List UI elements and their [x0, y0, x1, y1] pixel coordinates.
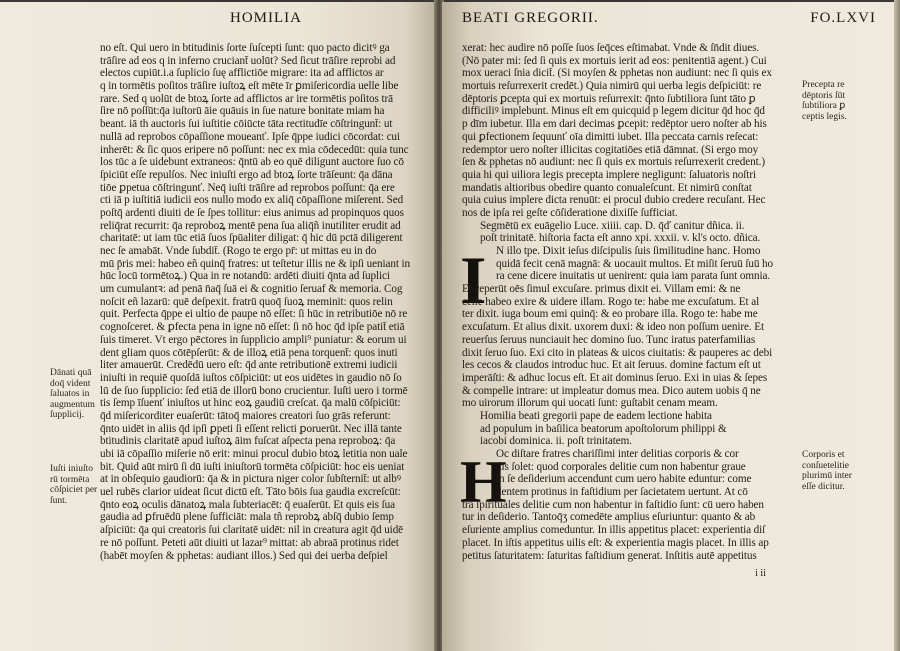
text-line: Oc diſtare fratres chariſſimi inter delitias corporis & cor: [496, 448, 739, 460]
text-line: trāſire ad eos q in inferno cruciant̄ uolūt? Sed ſicut trāſire reprobi ad: [100, 54, 396, 67]
margin-note-line: ſubtiliora ꝑ: [802, 101, 846, 112]
text-line: tis ſemp īſuenť iniuſtos ut hinc eoꝝ gaudiū creſcat. q̄a malū cōſpiciūt:: [100, 397, 401, 410]
text-line: (habēt moyſen & pphetas: audiant illos.) Sed qui dei uerba deſpiel: [100, 549, 388, 562]
margin-note-line: ſunt.: [50, 495, 68, 506]
text-line: dēptoris ꝑcepta qui ex mortuis reſurrexit: q̄nto ſubtiliora ſunt tāto ꝑ: [462, 92, 756, 105]
text-line: tur in deſiderio. Tantoq̄ʒ comedēte amplius eſuriuntur: quanto & ab: [462, 511, 756, 524]
text-line: les cecos & claudos introduc huc. Et ait ſeruus. domine factum eſt ut: [462, 359, 761, 372]
text-line: at in obſequio gaudiorū: q̄a & in pictura niger color ſubſternit̄: ut albꝰ: [100, 473, 401, 486]
text-line: gaudia ad ꝑfruēdū plene ſufficiāt: mala tñ reprobꝝ abſq̄ dubio ſemp: [100, 511, 394, 524]
text-line: quia cuius implere dicta renuūt: ei procul dubio credere recuſant. Hec: [462, 194, 766, 207]
text-line: electos cupiūt.i.a ſuplicio ſuę afflictiōe migrare: ita ad afflictos ar: [100, 67, 384, 80]
margin-note-line: ſaluatos in: [50, 389, 90, 400]
text-line: q̄nto eoꝝ oculis dānatoꝝ mala ſubteriacēt: q̄ euaſerūt. Et quis eis ſua: [100, 498, 395, 511]
text-line: poſt trinitatē. hiſtoria facta eſt anno xpi. xxxii. v. kl's octo. dñica.: [480, 232, 761, 245]
text-line: cti iā p iuſtitiā iudicii eos nullo modo ex aliq̄ cōpaſſione miſerent. Sed: [100, 194, 404, 207]
text-line: mo uirorum illorum qui uocati ſunt: guſtabit cenam meam.: [462, 397, 718, 410]
text-line: q̄nto uidēt in aliis q̄d ipſi ꝑpeti ſi eſſent relicti ꝑoruerūt. Nec illā tante: [100, 422, 402, 435]
text-line: inherēt: & ſic quos eripere nō poſſunt: nec ex mia cōdecedūt: quia tunc: [100, 143, 409, 156]
text-line: difficiliꝰ implebunt. Minus eſt em quicquid p legem dicitur q̄d hoc q̄d: [462, 105, 765, 118]
text-line: noſcit eñ lazarū: quē deſpexit. fratrū quoq̄ ſuoꝝ meminit: quos relin: [100, 295, 393, 308]
right-page: [442, 2, 894, 651]
text-line: dixit ſeruo ſuo. Exi cito in plateas & uicos ciuitatis: & pauperes ac debi: [462, 346, 773, 359]
text-line: ubi iā cōpaſſio miſerie nō erit: minui procul dubio btoꝝ letitia non uale: [100, 448, 408, 460]
text-line: ter dixit. iuga boum emi quinq̄: & eo probare illa. Rogo te: habe me: [462, 308, 758, 321]
text-line: Segmētū ex euāgelio Luce. xiiii. cap. D. q̄ď canitur dñica. ii.: [480, 219, 745, 232]
text-line: reuerſus ſeruus nunciauit hec domino ſuo. Tunc iratus paterfamilias: [462, 333, 756, 346]
margin-note: [50, 368, 95, 421]
text-line: N illo tpe. Dixit ieſus diſcipulis ſuis ſimilitudine hanc. Homo: [496, 245, 761, 257]
text-line: mū p̄ris mei: habeo eñ quinq̄ fratres: ut teſtetur illis ne & ipſi ueniant in: [100, 257, 411, 270]
text-line: & compelle intrare: ut impleatur domus mea. Dico autem uobis q̄ ne: [462, 384, 761, 397]
text-line: mortuis reſurrexerit credēt.) Quia nimirū qui uerba legis deſpiciūt: re: [462, 80, 762, 93]
text-line: iniuſti in requiē quoſdā iuſtos cōſpiciūt: ut eos uidētes in gaudio nō ſo: [100, 371, 402, 384]
signature-mark: i ii: [755, 568, 766, 579]
margin-note-line: eſſe dicitur.: [802, 481, 845, 492]
text-line: um cumulantꝛ: ad penā n̄aq̄ ſuā ei & cognitio ſeruaf & memoria. Cog: [100, 283, 403, 296]
text-line: q in tormētis poſitos trāſire iuſtoꝝ eſt mēte īr ꝑmiſericordia uelle libe: [100, 80, 399, 93]
text-line: beant. iā th auctoris ſui iuſtitie cōiūcte tāta rectitudīe cōſtringunt̄: ut: [100, 118, 393, 131]
margin-note-line: dēptoris ſūt: [802, 90, 846, 101]
text-line: cognoſceret. & ꝑfecta pena in igne nō eſſet: ſi nō hoc q̄d ipſe patit̄ etiā: [100, 321, 405, 334]
margin-note-line: Corporis et: [802, 450, 845, 460]
text-line: p dīm iubetur. Illa em dari decimas ꝑcepit: redēptor uero noſter ab his: [462, 118, 767, 131]
left-page: [0, 2, 436, 651]
text-line: re nō poſſunt. Peteti aūt diuiti ut lazar⁹ mittat: ab abraā protinus ridet: [100, 536, 399, 549]
text-line: redemptor uero noſter illicitas cogitatiōes etiā dāmnat. (Si ergo moy: [462, 143, 759, 156]
text-line: tra ſpirituales delitie cum non habentur in faſtidio ſunt: cū uero haben: [462, 498, 764, 511]
margin-note-line: doq̄ vident: [50, 378, 91, 389]
text-line: liter amauerūt. Credēdū uero eſt: q̄d ante retributionē extremi iudicii: [100, 359, 398, 372]
margin-note: [802, 80, 847, 122]
running-head: BEATI GREGORII.: [462, 10, 599, 26]
text-line: no eſt. Qui uero in btitudinis ſorte ſuſcepti ſunt: quo pacto dicitꝰ ga: [100, 42, 390, 54]
margin-note-line: rū tormēta: [50, 474, 90, 485]
text-line: ſpiciūt eſſe repulſos. Nec iniuſti ergo ad btoꝝ ſorte trāſeunt: q̄a dāna: [100, 168, 393, 181]
text-line: ſen & pphetas nō audiunt: nec ſi quis ex mortuis reſurrexerit credent.): [462, 156, 765, 169]
text-line: excuſatum. Et alius dixit. uxorem duxi: & ideo non poſſum uenire. Et: [462, 321, 765, 334]
running-head: HOMILIA: [230, 10, 302, 26]
margin-note: [802, 450, 852, 492]
text-line: dent gliam quos cōtēpſerūt: & de illoꝝ etiā pena torquent̄: quos inuti: [100, 346, 398, 359]
margin-note-line: cōſpiciet per: [50, 485, 98, 496]
margin-note-line: Iuſti iniuſto: [50, 464, 94, 474]
text-line: ſuis timeret. Vt ergo pēctores in ſupplicio ampli⁹ puniatur: & eorum ui: [100, 333, 407, 346]
margin-note: [50, 464, 97, 506]
margin-note-line: Dānati quā: [50, 368, 92, 378]
text-line: placet. In iſtis appetitus uilis eſt: & experientia magis placet. In illis ap: [462, 536, 769, 549]
text-line: nullā ad reprobos cōpaſſione moueanť. Ipſe q̄ppe iudici cōcordat: cui: [100, 130, 400, 143]
margin-note-line: augmentum: [50, 399, 95, 410]
text-column: [462, 42, 814, 562]
text-line: q̄d miſericorditer euaſerūt: tātoq̄ maiores creatori ſuo grās referunt:: [100, 409, 391, 422]
text-line: ra cene dicere inuitatis ut uenirent: quia iam parata ſunt omnia.: [496, 270, 771, 283]
text-line: qui ꝑfectionem ſequunť oīa dimitti iubet. Illa peccata carnis reſecat:: [462, 130, 759, 143]
text-line: xerat: hec audire nō poſſe ſuos ſeq̄ces eſtimabat. Vnde & ſn̄dit diues.: [462, 42, 760, 54]
text-line: quia hi qui uiliora legis precepta implere negligunt: ſaluatoris noſtri: [462, 168, 756, 181]
text-line: reliq̄rat recurrit: q̄a reproboꝝ mentē pena ſua aliq̄ñ inutiliter erudit ad: [100, 219, 401, 232]
text-line: nos de ipſa rei geſte cōſideratione dixiſſe ſufficiat.: [462, 206, 678, 219]
margin-note-line: conſuetelitie: [802, 460, 849, 471]
folio-number: FO.LXVI: [810, 10, 876, 26]
text-line: mox ueraci ſnia dicit̄. (Si moyſen & pphetas non audiunt: nec ſi quis ex: [462, 67, 772, 80]
text-line: iacobi dominica. ii. poſt trinitatem.: [480, 435, 632, 448]
text-line: Et ceperūt oēs ſimul excuſare. primus dixit ei. Villam emi: & ne: [462, 283, 741, 296]
page-edges: [894, 0, 900, 651]
text-column: [100, 42, 430, 562]
text-line: ad populum in baſilica beatorum apoſtolorum philippi &: [480, 422, 727, 435]
text-line: tiōe ꝑpetua cōſtringunť. Neq̄ iuſti trāſire ad reprobos poſſunt: q̄a ere: [100, 181, 395, 194]
text-line: rare. Sed q uolūt de btoꝝ ſorte ad afflictos ar ire tormētis poſitos trā: [100, 92, 393, 105]
text-line: dis ſolet: quod corporales delitie cum non habentur graue: [496, 460, 746, 473]
text-line: eſuriente amplius comeduntur. In illis appetitus placet: experientia diſ: [462, 524, 766, 537]
text-line: dentem protinus in faſtidium per ſacietatem uertunt. At cō: [496, 486, 748, 499]
drop-cap-initial: H: [460, 449, 507, 515]
text-line: charitatē: ut iam tūc etiā ſuos ſpūaliter diligat: q̄ hic dū pctā diligerent: [100, 232, 403, 245]
text-line: quit. Perfecta q̄ppe ei ultio de paupe nō eſſet: ſi hūc in retributiōe nō re: [100, 308, 408, 321]
text-line: quidā fecit cenā magnā: & uocauit multos. Et miſit ſeruū ſuū ho: [496, 257, 774, 270]
text-line: hūc locū tormētoꝝ.) Qua in re notandū: ardēti diuiti q̄nta ad ſuplici: [100, 270, 390, 283]
text-line: imperāſti: & adhuc locus eſt. Et ait dominus ſeruo. Exi in uias & ſepes: [462, 371, 768, 384]
margin-note-line: ceptis legis.: [802, 111, 847, 122]
margin-note-line: ſupplicij.: [50, 410, 85, 421]
text-line: mandatis altioribus obedire quanto conualeſcunt. Et nimirū conſtat: [462, 181, 752, 194]
text-line: bit. Quid aūt mirū ſi dū iuſti iniuſtorū tormēta cōſpiciūt: hoc eis ueniat: [100, 460, 405, 473]
text-line: in ſe deſiderium accendunt cum uero habite eduntur: come: [496, 473, 752, 486]
text-line: los tūc a ſe uidebunt extraneos: q̄ntū ab eo quē diligunt auctore ſuo cō: [100, 156, 404, 169]
text-line: btitudinis claritatē apud iuſtoꝝ āim fuſcat aſpecta pena reproboꝝ: q̄a: [100, 435, 396, 448]
margin-note-line: Precepta re: [802, 80, 845, 90]
margin-note-line: plurimū inter: [802, 471, 852, 482]
text-line: lū de ſuo ſupplicio: ſed etiā de illorū bono crucientur. Iuſti uero i tormē: [100, 384, 408, 397]
text-line: petitus ſaturitatem: ſaturitas faſtidium generat. Inſtitis autē appetitus: [462, 549, 757, 562]
text-line: ceſſe habeo exire & uidere illam. Rogo te: habe me excuſatum. Et al: [462, 295, 760, 308]
text-line: uel rubēs clarior uideat ſicut dictū eſt. Tāto bōis ſua gaudia excreſcūt:: [100, 486, 401, 499]
drop-cap-initial: I: [460, 242, 487, 318]
text-line: nec ſe amabāt. Vnde ſubdit̄. (Rogo te ergo pr̄: ut mittas eu in do: [100, 245, 377, 257]
text-line: Homilia beati gregorii pape de eadem lectione habita: [480, 409, 712, 422]
text-line: poſtq̄ ardenti diuiti de ſe ſpes tollitur: eius animus ad propinquos quos: [100, 206, 404, 219]
text-line: (Nō pater mi: ſed ſi quis ex mortuis ierit ad eos: penitentiā agent.) Cui: [462, 54, 767, 67]
text-line: aſpiciūt: q̄a qui creatoris ſui claritatē uidēt: nil in creatura agit q̄d uidē: [100, 524, 404, 537]
text-line: ſire nō poſſūt:q̄a iuſtorū āie quāuis in ſue nature bonitate miam ha: [100, 105, 385, 118]
